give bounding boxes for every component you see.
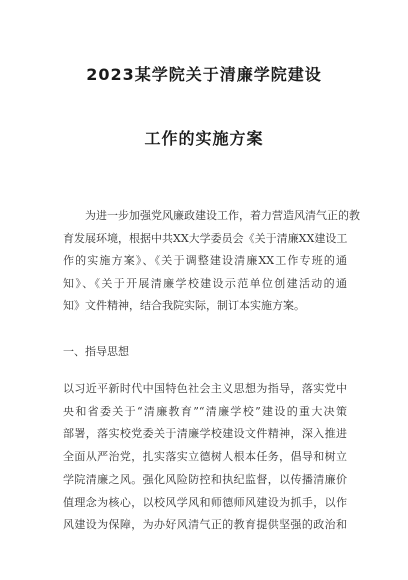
paragraph-line: 风建设为保障，为办好风清气正的教育提供坚强的政治和 xyxy=(63,518,347,532)
intro-line: 为进一步加强党风廉政建设工作，着力营造风清气正的教 xyxy=(85,209,360,222)
intro-paragraph xyxy=(63,205,360,318)
intro-line: 知》文件精神，结合我院实际，制订本实施方案。 xyxy=(63,299,305,312)
paragraph-line: 以习近平新时代中国特色社会主义思想为指导，落实党中 xyxy=(63,382,347,395)
paragraph-line: 全面从严治党，扎实落实立德树人根本任务，倡导和树立 xyxy=(63,450,347,464)
intro-line: 知》、《关于开展清廉学校建设示范单位创建活动的通 xyxy=(63,276,347,290)
section-heading-guiding-ideology: 一、指导思想 xyxy=(63,345,129,358)
paragraph-line: 学院清廉之风。强化风险防控和执纪监督，以传播清廉价 xyxy=(63,472,347,486)
paragraph-line: 值理念为核心，以校风学风和师德师风建设为抓手，以作 xyxy=(63,495,347,509)
paragraph-line: 部署，落实校党委关于清廉学校建设文件精神，深入推进 xyxy=(63,427,347,441)
document-title-line-1: 2023某学院关于清廉学院建设 xyxy=(86,65,322,84)
document-title-line-2: 工作的实施方案 xyxy=(144,129,264,148)
paragraph-line: 央和省委关于“清廉教育”“清廉学校”建设的重大决策 xyxy=(63,404,347,418)
intro-line: 作的实施方案》、《关于调整建设清廉XX工作专班的通 xyxy=(63,254,347,267)
intro-line: 育发展环境，根据中共XX大学委员会《关于清廉XX建设工 xyxy=(63,231,348,245)
guiding-ideology-paragraph xyxy=(63,378,347,537)
